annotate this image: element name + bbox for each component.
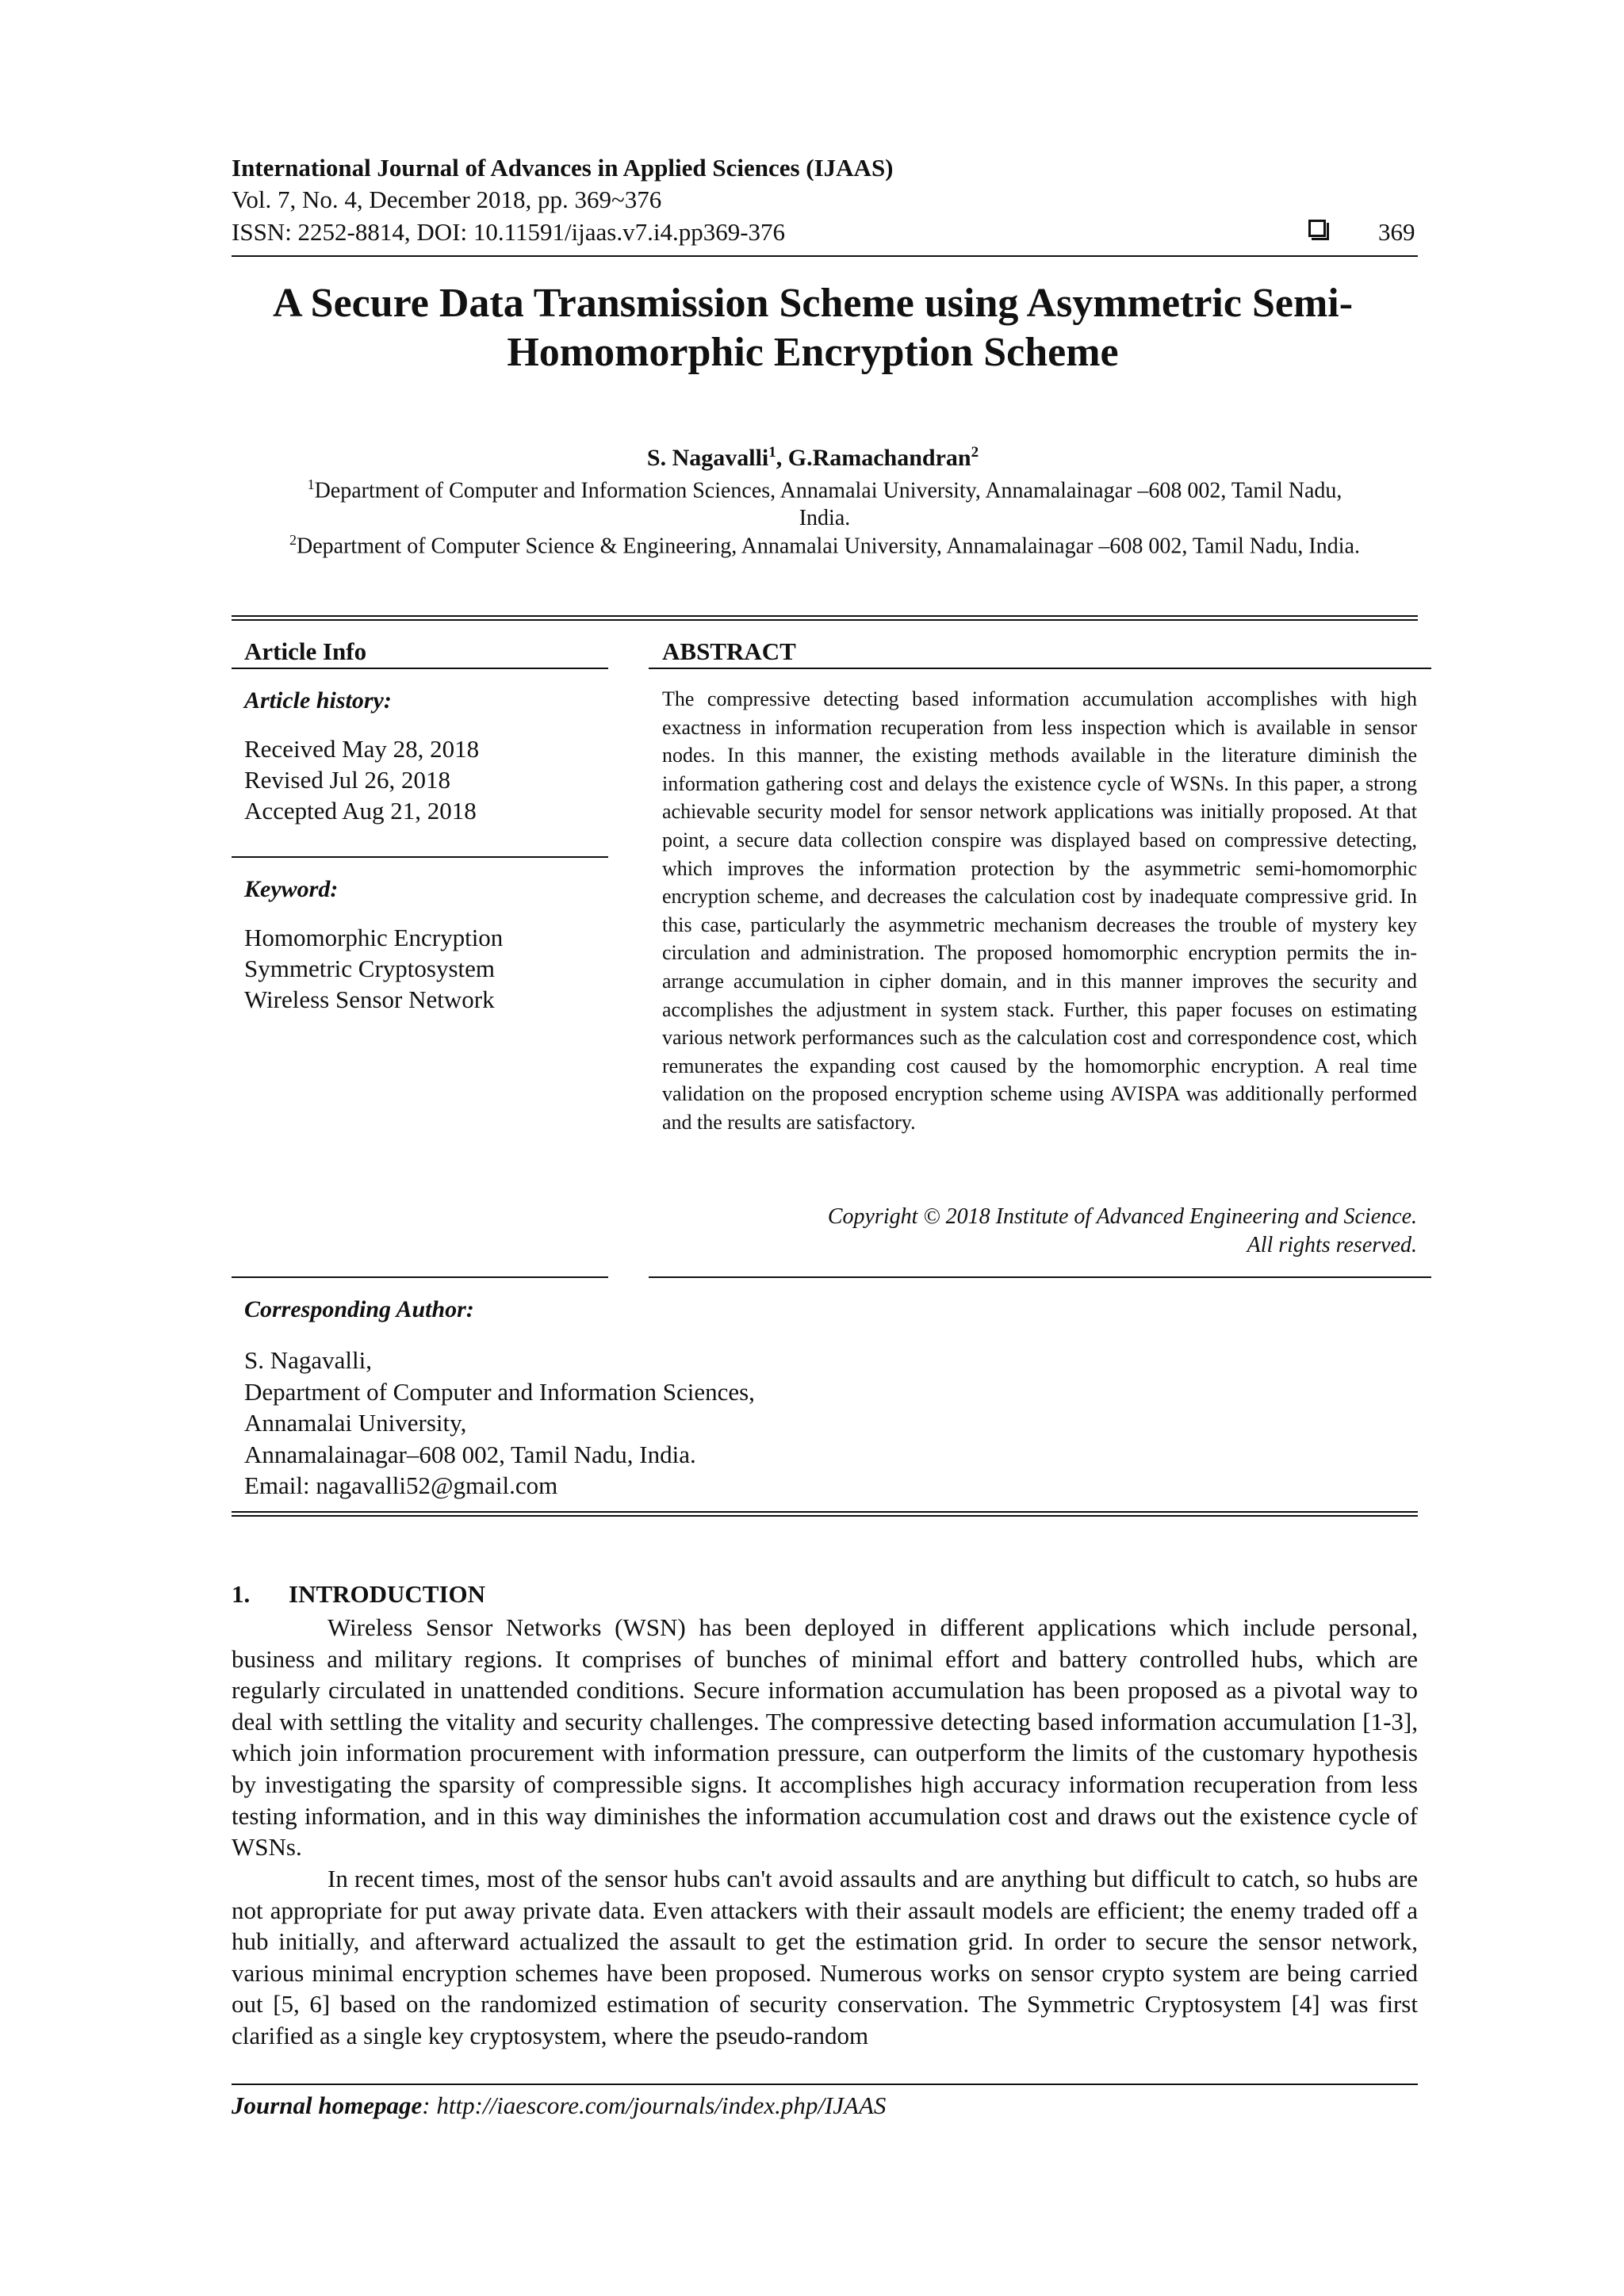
footer-rule <box>232 2084 1418 2085</box>
author-2: G.Ramachandran <box>787 445 971 471</box>
info-box-top-rule-1 <box>232 615 1418 617</box>
homepage-link[interactable]: http://iaescore.com/journals/index.php/IJAAS <box>436 2091 887 2119</box>
affiliation-1-line-2: India. <box>799 506 851 531</box>
homepage-separator: : <box>422 2091 437 2119</box>
author-list <box>206 438 1419 473</box>
article-info-heading: Article Info <box>244 637 367 665</box>
title-line-2: Homomorphic Encryption Scheme <box>507 330 1119 375</box>
intro-paragraph-1: Wireless Sensor Networks (WSN) has been deployed in different applications which include personal, business and military regions. It comprises of bunches of minimal effort and battery controlled hubs, which are regularly circulated in unattended conditions. Secure information accumulation has been proposed as a pivotal way to deal with settling the vitality and security challenges. The compressive detecting based information accumulation [1-3], which join information procurement with information pressure, can outperform the limits of the customary hypothesis by investigating the sparsity of compressible signs. It accomplishes high accuracy information recuperation from less testing information, and in this way diminishes the information accumulation cost and draws out the existence cycle of WSNs. <box>232 1613 1418 1862</box>
article-info-rule <box>232 668 608 669</box>
affiliation-2-text: Department of Computer Science & Engineering, Annamalai University, Annamalainagar –608 002, Tamil Nadu, India. <box>297 534 1360 559</box>
copyright-notice <box>662 1203 1417 1260</box>
info-box-bottom-rule-2 <box>232 1515 1418 1517</box>
copyright-line-1: Copyright © 2018 Institute of Advanced Engineering and Science. <box>827 1204 1417 1229</box>
page-number: 369 <box>1378 218 1415 246</box>
shadowed-box-icon <box>1308 220 1326 237</box>
journal-issn-doi: ISSN: 2252-8814, DOI: 10.11591/ijaas.v7.i4.pp369-376 <box>232 218 786 246</box>
homepage-label: Journal homepage <box>232 2091 423 2119</box>
corresponding-author-details <box>244 1345 755 1502</box>
corresponding-author-heading: Corresponding Author: <box>244 1296 474 1322</box>
abstract-heading: ABSTRACT <box>662 637 796 665</box>
corresponding-author-address: Annamalainagar–608 002, Tamil Nadu, India. <box>244 1440 696 1468</box>
affiliation-2-mark: 2 <box>289 532 297 548</box>
corresponding-author-department: Department of Computer and Information Sciences, <box>244 1377 755 1406</box>
copyright-line-2: All rights reserved. <box>1247 1233 1417 1257</box>
info-box-top-rule-2 <box>232 619 1418 621</box>
abstract-text: The compressive detecting based information accumulation accomplishes with high exactness in information recuperation from less inspection which is available in sensor nodes. In this manner, the existing methods available in the literature diminish the information gathering cost and delays the existence cycle of WSNs. In this paper, a strong achievable security model for sensor network applications was initially proposed. At that point, a secure data collection conspire was displayed based on compressive detecting, which improves the information protection by the asymmetric semi-homomorphic encryption scheme, and decreases the calculation cost by inadequate compressive grid. In this case, particularly the asymmetric mechanism decreases the trouble of mystery key circulation and administration. The proposed homomorphic encryption permits the in-arrange accumulation in cipher domain, and in this manner improves the security and accomplishes the adjustment in system stack. Further, this paper focuses on estimating various network performances such as the calculation cost and correspondence cost, which remunerates the expanding cost caused by the homomorphic encryption. A real time validation on the proposed encryption scheme using AVISPA was additionally performed and the results are satisfactory. <box>662 687 1417 1134</box>
info-box-bottom-rule-1 <box>232 1511 1418 1513</box>
received-date: Received May 28, 2018 <box>244 735 480 763</box>
keyword-item: Homomorphic Encryption <box>244 924 504 951</box>
author-separator: , <box>776 445 788 471</box>
journal-homepage <box>232 2091 886 2120</box>
corresponding-author-university: Annamalai University, <box>244 1409 467 1437</box>
section-number: 1. <box>232 1580 251 1608</box>
journal-volume: Vol. 7, No. 4, December 2018, pp. 369~376 <box>232 186 662 213</box>
accepted-date: Accepted Aug 21, 2018 <box>244 797 477 825</box>
title-line-1: A Secure Data Transmission Scheme using Asymmetric Semi- <box>272 281 1354 326</box>
author-2-affil-mark: 2 <box>971 444 979 461</box>
abstract-heading-rule <box>649 668 1431 669</box>
article-info-bottom-rule <box>232 1276 608 1278</box>
revised-date: Revised Jul 26, 2018 <box>244 766 451 794</box>
affiliation-2 <box>232 526 1418 560</box>
article-history-heading: Article history: <box>244 687 392 714</box>
section-title: INTRODUCTION <box>289 1580 486 1608</box>
keyword-item: Symmetric Cryptosystem <box>244 955 496 982</box>
author-1-affil-mark: 1 <box>768 444 776 461</box>
abstract-bottom-rule <box>649 1276 1431 1278</box>
keyword-heading: Keyword: <box>244 876 339 902</box>
corresponding-author-name: S. Nagavalli, <box>244 1346 372 1374</box>
header-rule <box>232 255 1418 257</box>
introduction-heading <box>232 1580 485 1609</box>
history-keyword-rule <box>232 856 608 858</box>
intro-paragraph-2: In recent times, most of the sensor hubs can't avoid assaults and are anything but difficult to catch, so hubs are not appropriate for put away private data. Even attackers with their assault models are efficient; the enemy traded off a hub initially, and afterward actualized the assault to get the estimation grid. In order to secure the sensor network, various minimal encryption schemes have been proposed. Numerous works on sensor crypto system are being carried out [5, 6] based on the randomized estimation of security conservation. The Symmetric Cryptosystem [4] was first clarified as a single key cryptosystem, where the pseudo-random <box>232 1865 1418 2049</box>
keyword-item: Wireless Sensor Network <box>244 985 495 1013</box>
author-1: S. Nagavalli <box>646 445 769 471</box>
affiliation-1-mark: 1 <box>307 476 315 492</box>
corresponding-author-email: Email: nagavalli52@gmail.com <box>244 1471 558 1499</box>
journal-name: International Journal of Advances in Applied Sciences (IJAAS) <box>232 154 894 182</box>
paper-title <box>206 279 1419 377</box>
affiliation-1-line-1: Department of Computer and Information Sciences, Annamalai University, Annamalainagar –608 002, Tamil Nadu, <box>314 478 1342 503</box>
affiliation-1 <box>232 471 1418 532</box>
